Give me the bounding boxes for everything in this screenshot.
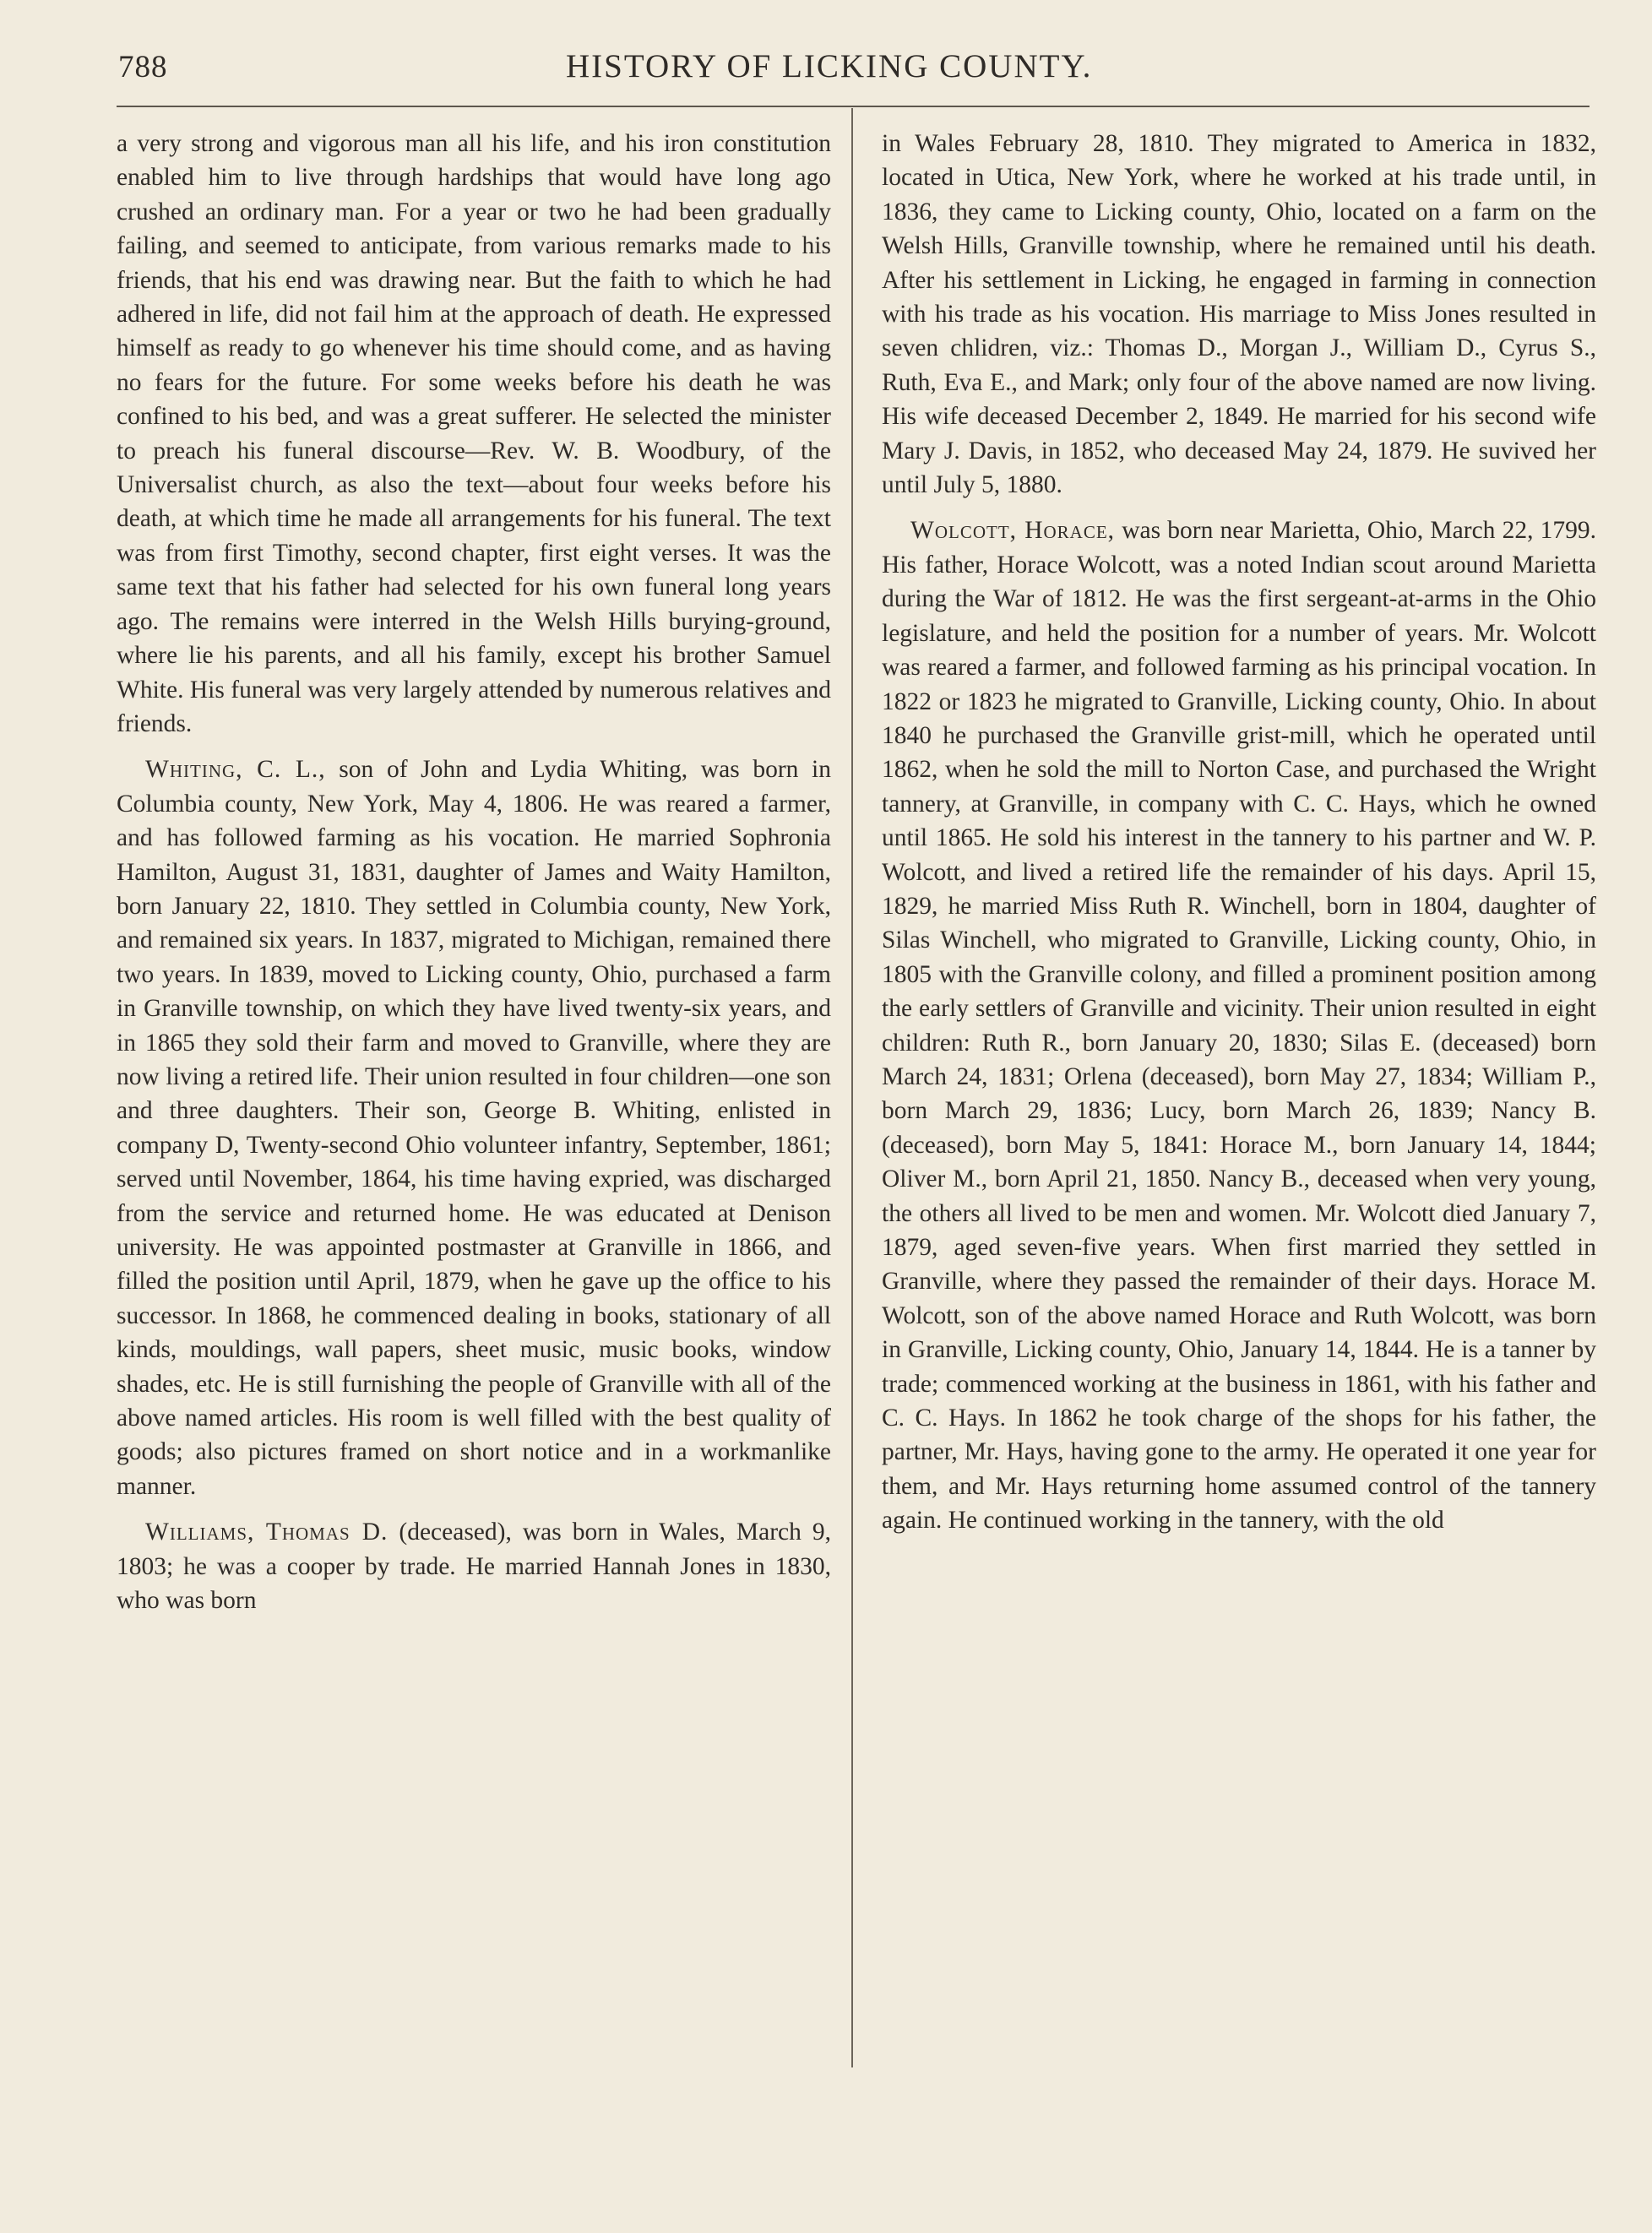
running-title: HISTORY OF LICKING COUNTY.	[566, 48, 1093, 84]
biography-williams	[117, 1515, 831, 1617]
continued-paragraph: in Wales February 28, 1810. They migrated to America in 1832, located in Utica, New York, where he worked at his trade until, in 1836, they came to Licking county, Ohio, located on a farm on the Welsh Hills, Granville township, where he remained until his death. After his settlement in Licking, he engaged in farming in connection with his trade as his vocation. His marriage to Miss Jones resulted in seven chlidren, viz.: Thomas D., Morgan J., William D., Cyrus S., Ruth, Eva E., and Mark; only four of the above named are now living. His wife deceased December 2, 1849. He married for his second wife Mary J. Davis, in 1852, who deceased May 24, 1879. He suvived her until July 5, 1880.	[882, 130, 1596, 499]
left-column	[117, 127, 831, 1629]
header-rule	[117, 106, 1590, 107]
page-header	[118, 44, 1588, 103]
column-divider	[851, 108, 853, 2067]
biography-whiting	[117, 752, 831, 1503]
biography-name: Williams, Thomas D.	[145, 1519, 389, 1546]
biography-name: Wolcott, Horace,	[910, 517, 1116, 545]
biography-wolcott	[882, 513, 1596, 1537]
right-column	[882, 127, 1596, 1550]
biography-text: was born near Marietta, Ohio, March 22, 1799. His father, Horace Wolcott, was a noted Indian scout around Marietta during the War of 1812. He was the first sergeant-at-arms in the Ohio legislature, and held the position for a number of years. Mr. Wolcott was reared a farmer, and followed farming as his principal vocation. In 1822 or 1823 he migrated to Granville, Licking county, Ohio. In about 1840 he purchased the Granville grist-mill, which he operated until 1862, when he sold the mill to Norton Case, and purchased the Wright tannery, at Granville, in company with C. C. Hays, which he owned until 1865. He sold his interest in the tannery to his partner and W. P. Wolcott, and lived a retired life the remainder of his days. April 15, 1829, he married Miss Ruth R. Winchell, born in 1804, daughter of Silas Winchell, who migrated to Granville, Licking county, Ohio, in 1805 with the Granville colony, and filled a prominent position among the early settlers of Granville and vicinity. Their union resulted in eight children: Ruth R., born January 20, 1830; Silas E. (deceased) born March 24, 1831; Orlena (deceased), born May 27, 1834; William P., born March 29, 1836; Lucy, born March 26, 1839; Nancy B. (deceased), born May 5, 1841: Horace M., born January 14, 1844; Oliver M., born April 21, 1850. Nancy B., deceased when very young, the others all lived to be men and women. Mr. Wolcott died January 7, 1879, aged seven-five years. When first married they settled in Granville, where they passed the remainder of their days. Horace M. Wolcott, son of the above named Horace and Ruth Wolcott, was born in Granville, Licking county, Ohio, January 14, 1844. He is a tanner by trade; commenced working at the business in 1861, with his father and C. C. Hays. In 1862 he took charge of the shops for his father, the partner, Mr. Hays, having gone to the army. He operated it one year for them, and Mr. Hays returning home assumed control of the tannery again. He continued working in the tannery, with the old	[882, 517, 1596, 1535]
biography-text: (deceased), was born in Wales, March 9, 1803; he was a cooper by trade. He married Hannah Jones in 1830, who was born	[117, 1519, 831, 1615]
biography-text: son of John and Lydia Whiting, was born in Columbia county, New York, May 4, 1806. He was reared a farmer, and has followed farming as his vocation. He married Sophronia Hamilton, August 31, 1831, daughter of James and Waity Hamilton, born January 22, 1810. They settled in Columbia county, New York, and remained six years. In 1837, migrated to Michigan, remained there two years. In 1839, moved to Licking county, Ohio, purchased a farm in Granville township, on which they have lived twenty-six years, and in 1865 they sold their farm and moved to Granville, where they are now living a retired life. Their union resulted in four children—one son and three daughters. Their son, George B. Whiting, enlisted in company D, Twenty-second Ohio volunteer infantry, September, 1861; served until November, 1864, his time having expried, was discharged from the service and returned home. He was educated at Denison university. He was appointed postmaster at Granville in 1866, and filled the position until April, 1879, when he gave up the office to his successor. In 1868, he commenced dealing in books, stationary of all kinds, mouldings, wall papers, sheet music, music books, window shades, etc. He is still furnishing the people of Granville with all of the above named articles. His room is well filled with the best quality of goods; also pictures framed on short notice and in a workmanlike manner.	[117, 756, 831, 1500]
continued-paragraph: a very strong and vigorous man all his life, and his iron constitution enabled him to live through hardships that would have long ago crushed an ordinary man. For a year or two he had been gradually failing, and seemed to anticipate, from various remarks made to his friends, that his end was drawing near. But the faith to which he had adhered in life, did not fail him at the approach of death. He expressed himself as ready to go whenever his time should come, and as having no fears for the future. For some weeks before his death he was confined to his bed, and was a great sufferer. He selected the minister to preach his funeral discourse—Rev. W. B. Woodbury, of the Universalist church, as also the text—about four weeks before his death, at which time he made all arrangements for his funeral. The text was from first Timothy, second chapter, first eight verses. It was the same text that his father had selected for his own funeral long years ago. The remains were interred in the Welsh Hills burying-ground, where lie his parents, and all his family, except his brother Samuel White. His funeral was very largely attended by numerous relatives and friends.	[117, 130, 831, 737]
biography-name: Whiting, C. L.,	[145, 756, 326, 784]
page-number: 788	[118, 50, 168, 84]
